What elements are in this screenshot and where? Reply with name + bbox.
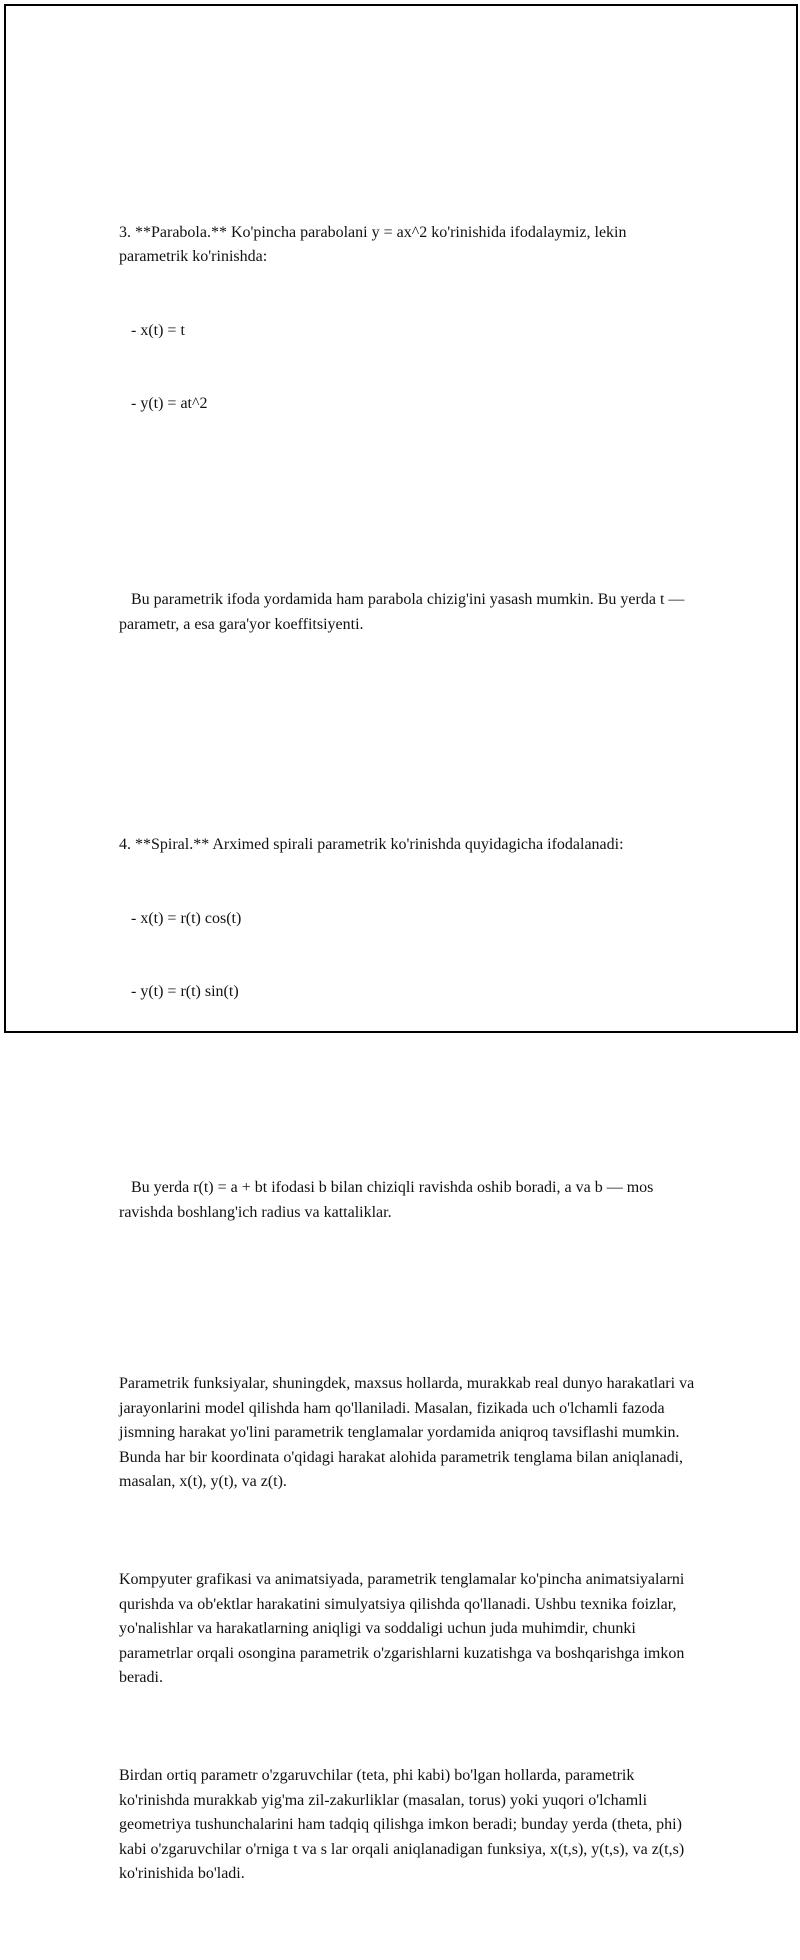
formula-item: - y(t) = r(t) sin(t): [131, 983, 239, 1000]
formula-item: - x(t) = r(t) cos(t): [131, 909, 242, 927]
body-paragraph: Parametrik funksiyalar, shuningdek, maxsus hollarda, murakkab real dunyo harakatlari va jarayonlarini model qilishda ham qo'llaniladi. Masalan, fizikada uch o'lchamli fazoda jismning harakat yo'lini parametrik tenglamalar yordamida aniqroq tavsiflashi mumkin. Bunda har bir koordinata o'qidagi harakat alohida parametrik tenglama bilan aniqlanadi, masalan, x(t), y(t), va z(t).: [119, 1375, 699, 1490]
section-intro: 4. **Spiral.** Arximed spirali parametrik ko'rinishda quyidagicha ifodalanadi:: [119, 836, 624, 853]
body-paragraph: Birdan ortiq parametr o'zgaruvchilar (teta, phi kabi) bo'lgan hollarda, parametrik ko'rinishda murakkab yig'ma zil-zakurliklar (masalan, torus) yoki yuqori o'lchamli geometriya tushunchalarini ham tadqiq qilishga imkon beradi; bunday yerda (theta, phi) kabi o'zgaruvchilar o'rniga t va s lar orqali aniqlanadigan funksiya, x(t,s), y(t,s), va z(t,s) ko'rinishida bo'ladi.: [119, 1767, 689, 1882]
section-parabola: [119, 172, 699, 466]
section-intro: 3. **Parabola.** Ko'pincha parabolani y = ax^2 ko'rinishida ifodalaymiz, lekin parametrik ko'rinishda:: [119, 223, 631, 265]
section-spiral: [119, 784, 699, 1054]
document-page: [4, 4, 798, 1882]
section-note: Bu parametrik ifoda yordamida ham parabola chizig'ini yasash mumkin. Bu yerda t — parametr, a esa gara'yor koeffitsiyenti.: [119, 591, 689, 633]
formula-item: - y(t) = at^2: [131, 395, 208, 412]
section-parabola-note: [119, 539, 699, 686]
section-note: Bu yerda r(t) = a + bt ifodasi b bilan chiziqli ravishda oshib boradi, a va b — mos ravishda boshlang'ich radius va kattaliklar.: [119, 1179, 658, 1221]
body-paragraph: Kompyuter grafikasi va animatsiyada, parametrik tenglamalar ko'pincha animatsiyalarni qurishda va ob'ektlar harakatini simulyatsiya qilishda qo'llanadi. Ushbu texnika foizlar, yo'nalishlar va harakatlarning aniqligi va soddaligi uchun juda muhimdir, chunki parametrlar orqali osongina parametrik o'zgarishlarni kuzatishga va boshqarishga imkon beradi.: [119, 1571, 689, 1686]
formula-item: - x(t) = t: [131, 321, 185, 339]
section-spiral-note: [119, 1127, 699, 1274]
document-body: [119, 98, 699, 1960]
